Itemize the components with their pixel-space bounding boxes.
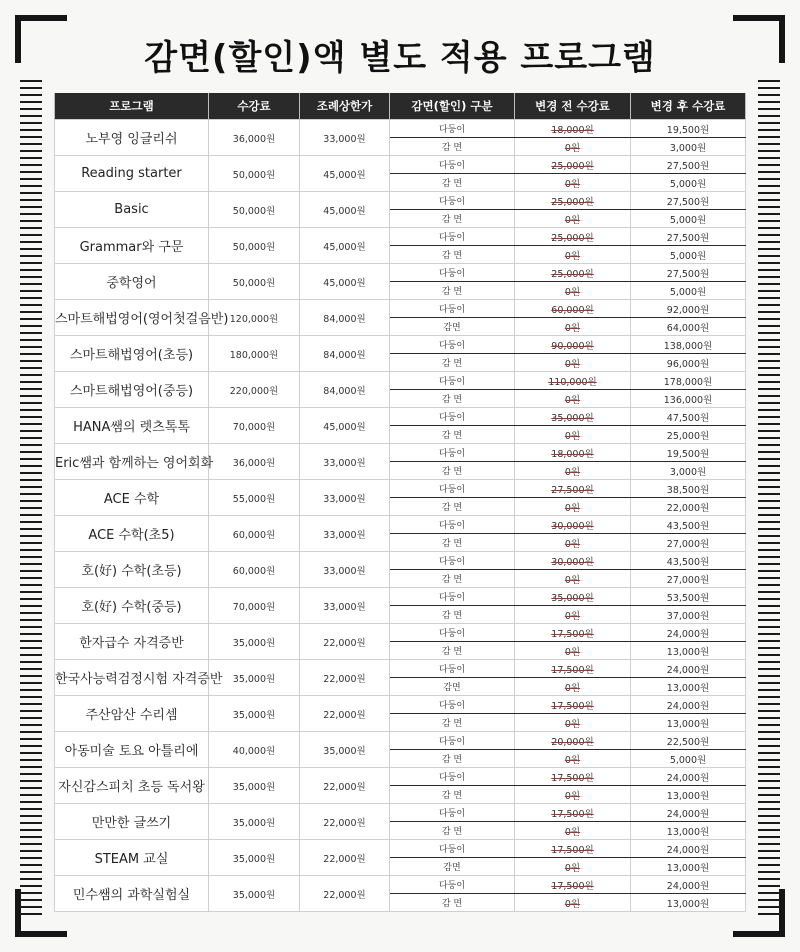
fee-before-cell: 0원 <box>515 822 631 840</box>
column-header: 변경 후 수강료 <box>631 93 746 120</box>
fee-before-cell: 0원 <box>515 750 631 768</box>
discount-type-cell: 다둥이 <box>390 408 515 426</box>
table-row <box>55 156 746 174</box>
cap-cell: 22,000원 <box>300 768 390 804</box>
fee-after-cell: 3,000원 <box>631 138 746 156</box>
fee-before-cell: 35,000원 <box>515 408 631 426</box>
discount-type-cell: 다둥이 <box>390 156 515 174</box>
table-row <box>55 408 746 426</box>
fee-before-cell: 0원 <box>515 714 631 732</box>
fee-cell: 50,000원 <box>209 228 300 264</box>
fee-after-cell: 27,500원 <box>631 228 746 246</box>
fee-before-cell: 25,000원 <box>515 156 631 174</box>
fee-after-cell: 13,000원 <box>631 642 746 660</box>
program-name: 스마트해법영어(중등) <box>55 372 209 408</box>
table-row <box>55 876 746 894</box>
fee-cell: 36,000원 <box>209 444 300 480</box>
fee-after-cell: 43,500원 <box>631 552 746 570</box>
fee-after-cell: 13,000원 <box>631 714 746 732</box>
table-row <box>55 552 746 570</box>
discount-type-cell: 감 면 <box>390 390 515 408</box>
cap-cell: 84,000원 <box>300 372 390 408</box>
table-row <box>55 372 746 390</box>
fee-after-cell: 22,500원 <box>631 732 746 750</box>
fee-cell: 35,000원 <box>209 768 300 804</box>
fee-after-cell: 24,000원 <box>631 624 746 642</box>
cap-cell: 45,000원 <box>300 264 390 300</box>
discount-type-cell: 다둥이 <box>390 336 515 354</box>
fee-after-cell: 19,500원 <box>631 120 746 138</box>
frame-corner-top-left <box>15 15 67 21</box>
fee-after-cell: 38,500원 <box>631 480 746 498</box>
fee-before-cell: 0원 <box>515 606 631 624</box>
frame-corner-bottom-left <box>15 931 67 937</box>
discount-type-cell: 감 면 <box>390 822 515 840</box>
fee-after-cell: 13,000원 <box>631 858 746 876</box>
fee-cell: 50,000원 <box>209 192 300 228</box>
table-row <box>55 804 746 822</box>
fee-after-cell: 5,000원 <box>631 282 746 300</box>
fee-before-cell: 0원 <box>515 390 631 408</box>
cap-cell: 33,000원 <box>300 552 390 588</box>
fee-after-cell: 178,000원 <box>631 372 746 390</box>
discount-type-cell: 감 면 <box>390 750 515 768</box>
discount-type-cell: 감 면 <box>390 354 515 372</box>
table-row <box>55 660 746 678</box>
program-name: 민수쌤의 과학실험실 <box>55 876 209 912</box>
fee-before-cell: 60,000원 <box>515 300 631 318</box>
fee-after-cell: 13,000원 <box>631 678 746 696</box>
fee-after-cell: 47,500원 <box>631 408 746 426</box>
frame-corner-bottom-right <box>733 931 785 937</box>
discount-type-cell: 다둥이 <box>390 516 515 534</box>
fee-before-cell: 0원 <box>515 462 631 480</box>
program-name: STEAM 교실 <box>55 840 209 876</box>
table-row <box>55 696 746 714</box>
fee-after-cell: 92,000원 <box>631 300 746 318</box>
frame-ticks-right <box>758 80 780 915</box>
cap-cell: 33,000원 <box>300 588 390 624</box>
discount-type-cell: 다둥이 <box>390 624 515 642</box>
discount-type-cell: 감 면 <box>390 894 515 912</box>
discount-type-cell: 다둥이 <box>390 732 515 750</box>
fee-after-cell: 24,000원 <box>631 768 746 786</box>
fee-before-cell: 17,500원 <box>515 804 631 822</box>
fee-cell: 180,000원 <box>209 336 300 372</box>
fee-before-cell: 17,500원 <box>515 624 631 642</box>
fee-before-cell: 0원 <box>515 138 631 156</box>
fee-after-cell: 13,000원 <box>631 894 746 912</box>
program-name: 주산암산 수리셈 <box>55 696 209 732</box>
fee-before-cell: 25,000원 <box>515 192 631 210</box>
fee-after-cell: 43,500원 <box>631 516 746 534</box>
discount-type-cell: 다둥이 <box>390 660 515 678</box>
cap-cell: 22,000원 <box>300 840 390 876</box>
program-name: Grammar와 구문 <box>55 228 209 264</box>
fee-before-cell: 30,000원 <box>515 552 631 570</box>
program-name: 호(好) 수학(중등) <box>55 588 209 624</box>
column-header: 수강료 <box>209 93 300 120</box>
program-name: ACE 수학(초5) <box>55 516 209 552</box>
frame-ticks-left <box>20 80 42 915</box>
discount-type-cell: 감 면 <box>390 498 515 516</box>
table-row <box>55 516 746 534</box>
cap-cell: 33,000원 <box>300 480 390 516</box>
fee-before-cell: 110,000원 <box>515 372 631 390</box>
fee-cell: 70,000원 <box>209 408 300 444</box>
fee-before-cell: 17,500원 <box>515 696 631 714</box>
discount-type-cell: 다둥이 <box>390 480 515 498</box>
discount-type-cell: 감 면 <box>390 282 515 300</box>
fee-cell: 220,000원 <box>209 372 300 408</box>
fee-after-cell: 37,000원 <box>631 606 746 624</box>
discount-type-cell: 다둥이 <box>390 192 515 210</box>
fee-cell: 35,000원 <box>209 876 300 912</box>
fee-before-cell: 0원 <box>515 174 631 192</box>
fee-before-cell: 18,000원 <box>515 444 631 462</box>
cap-cell: 33,000원 <box>300 516 390 552</box>
fee-before-cell: 90,000원 <box>515 336 631 354</box>
cap-cell: 35,000원 <box>300 732 390 768</box>
column-header: 감면(할인) 구분 <box>390 93 515 120</box>
discount-type-cell: 다둥이 <box>390 372 515 390</box>
fee-after-cell: 24,000원 <box>631 840 746 858</box>
discount-type-cell: 감면 <box>390 318 515 336</box>
table-row <box>55 624 746 642</box>
cap-cell: 84,000원 <box>300 300 390 336</box>
fee-before-cell: 25,000원 <box>515 264 631 282</box>
fee-cell: 50,000원 <box>209 264 300 300</box>
table-row <box>55 840 746 858</box>
fee-after-cell: 27,500원 <box>631 156 746 174</box>
table-row <box>55 300 746 318</box>
discount-type-cell: 감 면 <box>390 138 515 156</box>
fee-before-cell: 0원 <box>515 498 631 516</box>
fee-after-cell: 5,000원 <box>631 246 746 264</box>
program-name: HANA쌤의 렛츠톡톡 <box>55 408 209 444</box>
fee-before-cell: 0원 <box>515 210 631 228</box>
program-name: 자신감스피치 초등 독서왕 <box>55 768 209 804</box>
fee-after-cell: 24,000원 <box>631 804 746 822</box>
discount-type-cell: 다둥이 <box>390 696 515 714</box>
column-header: 변경 전 수강료 <box>515 93 631 120</box>
program-name: 스마트해법영어(영어첫걸음반) <box>55 300 209 336</box>
fee-before-cell: 0원 <box>515 318 631 336</box>
fee-after-cell: 138,000원 <box>631 336 746 354</box>
discount-type-cell: 감 면 <box>390 642 515 660</box>
fee-cell: 60,000원 <box>209 516 300 552</box>
fee-after-cell: 96,000원 <box>631 354 746 372</box>
fee-cell: 35,000원 <box>209 840 300 876</box>
fee-after-cell: 27,500원 <box>631 192 746 210</box>
fee-cell: 35,000원 <box>209 624 300 660</box>
program-name: 스마트해법영어(초등) <box>55 336 209 372</box>
fee-before-cell: 30,000원 <box>515 516 631 534</box>
fee-after-cell: 13,000원 <box>631 786 746 804</box>
cap-cell: 45,000원 <box>300 192 390 228</box>
fee-before-cell: 0원 <box>515 282 631 300</box>
fee-before-cell: 0원 <box>515 246 631 264</box>
page-title: 감면(할인)액 별도 적용 프로그램 <box>144 38 656 78</box>
fee-before-cell: 20,000원 <box>515 732 631 750</box>
table-row <box>55 768 746 786</box>
fee-before-cell: 25,000원 <box>515 228 631 246</box>
program-name: 중학영어 <box>55 264 209 300</box>
discount-type-cell: 감 면 <box>390 174 515 192</box>
discount-type-cell: 다둥이 <box>390 588 515 606</box>
program-name: 노부영 잉글리쉬 <box>55 120 209 156</box>
program-name: 만만한 글쓰기 <box>55 804 209 840</box>
discount-type-cell: 감 면 <box>390 534 515 552</box>
discount-type-cell: 다둥이 <box>390 840 515 858</box>
fee-cell: 35,000원 <box>209 696 300 732</box>
fee-cell: 70,000원 <box>209 588 300 624</box>
cap-cell: 22,000원 <box>300 804 390 840</box>
fee-after-cell: 25,000원 <box>631 426 746 444</box>
program-name: Basic <box>55 192 209 228</box>
discount-type-cell: 다둥이 <box>390 876 515 894</box>
fee-before-cell: 17,500원 <box>515 840 631 858</box>
program-name: 한국사능력검정시험 자격증반 <box>55 660 209 696</box>
fee-after-cell: 136,000원 <box>631 390 746 408</box>
fee-cell: 36,000원 <box>209 120 300 156</box>
fee-before-cell: 0원 <box>515 894 631 912</box>
cap-cell: 33,000원 <box>300 120 390 156</box>
program-table <box>54 93 746 912</box>
table-row <box>55 264 746 282</box>
fee-cell: 120,000원 <box>209 300 300 336</box>
fee-before-cell: 0원 <box>515 786 631 804</box>
fee-cell: 35,000원 <box>209 660 300 696</box>
frame-corner-top-right <box>733 15 785 21</box>
discount-type-cell: 감 면 <box>390 714 515 732</box>
fee-cell: 55,000원 <box>209 480 300 516</box>
table-row <box>55 480 746 498</box>
cap-cell: 33,000원 <box>300 444 390 480</box>
table-row <box>55 588 746 606</box>
fee-before-cell: 18,000원 <box>515 120 631 138</box>
discount-type-cell: 다둥이 <box>390 264 515 282</box>
fee-after-cell: 27,500원 <box>631 264 746 282</box>
discount-type-cell: 다둥이 <box>390 444 515 462</box>
table-row <box>55 336 746 354</box>
fee-before-cell: 0원 <box>515 678 631 696</box>
discount-type-cell: 다둥이 <box>390 300 515 318</box>
table-row <box>55 732 746 750</box>
fee-after-cell: 3,000원 <box>631 462 746 480</box>
discount-type-cell: 감 면 <box>390 606 515 624</box>
fee-after-cell: 64,000원 <box>631 318 746 336</box>
fee-after-cell: 19,500원 <box>631 444 746 462</box>
fee-before-cell: 0원 <box>515 858 631 876</box>
fee-after-cell: 5,000원 <box>631 750 746 768</box>
fee-cell: 35,000원 <box>209 804 300 840</box>
program-name: 한자급수 자격증반 <box>55 624 209 660</box>
cap-cell: 45,000원 <box>300 156 390 192</box>
cap-cell: 84,000원 <box>300 336 390 372</box>
discount-type-cell: 감 면 <box>390 570 515 588</box>
fee-after-cell: 24,000원 <box>631 876 746 894</box>
program-name: Eric쌤과 함께하는 영어회화 <box>55 444 209 480</box>
program-name: ACE 수학 <box>55 480 209 516</box>
fee-after-cell: 27,000원 <box>631 570 746 588</box>
table-row <box>55 120 746 138</box>
column-header: 조례상한가 <box>300 93 390 120</box>
fee-after-cell: 5,000원 <box>631 210 746 228</box>
discount-type-cell: 감면 <box>390 678 515 696</box>
discount-type-cell: 다둥이 <box>390 228 515 246</box>
discount-type-cell: 감면 <box>390 858 515 876</box>
discount-type-cell: 다둥이 <box>390 120 515 138</box>
discount-type-cell: 다둥이 <box>390 804 515 822</box>
discount-type-cell: 감 면 <box>390 462 515 480</box>
fee-before-cell: 0원 <box>515 354 631 372</box>
fee-after-cell: 22,000원 <box>631 498 746 516</box>
table-row <box>55 228 746 246</box>
column-header: 프로그램 <box>55 93 209 120</box>
discount-type-cell: 다둥이 <box>390 768 515 786</box>
program-name: 호(好) 수학(초등) <box>55 552 209 588</box>
fee-after-cell: 13,000원 <box>631 822 746 840</box>
fee-before-cell: 17,500원 <box>515 876 631 894</box>
cap-cell: 22,000원 <box>300 624 390 660</box>
fee-cell: 40,000원 <box>209 732 300 768</box>
cap-cell: 45,000원 <box>300 408 390 444</box>
discount-type-cell: 감 면 <box>390 786 515 804</box>
cap-cell: 22,000원 <box>300 696 390 732</box>
fee-before-cell: 17,500원 <box>515 768 631 786</box>
table-header <box>55 93 746 120</box>
fee-cell: 60,000원 <box>209 552 300 588</box>
fee-before-cell: 27,500원 <box>515 480 631 498</box>
cap-cell: 45,000원 <box>300 228 390 264</box>
discount-type-cell: 다둥이 <box>390 552 515 570</box>
fee-after-cell: 27,000원 <box>631 534 746 552</box>
fee-before-cell: 35,000원 <box>515 588 631 606</box>
cap-cell: 22,000원 <box>300 660 390 696</box>
fee-before-cell: 17,500원 <box>515 660 631 678</box>
table-row <box>55 444 746 462</box>
discount-type-cell: 감 면 <box>390 426 515 444</box>
fee-before-cell: 0원 <box>515 534 631 552</box>
program-name: 아동미술 토요 아틀리에 <box>55 732 209 768</box>
discount-type-cell: 감 면 <box>390 246 515 264</box>
fee-before-cell: 0원 <box>515 426 631 444</box>
discount-type-cell: 감 면 <box>390 210 515 228</box>
table-row <box>55 192 746 210</box>
fee-after-cell: 24,000원 <box>631 660 746 678</box>
fee-after-cell: 5,000원 <box>631 174 746 192</box>
fee-after-cell: 24,000원 <box>631 696 746 714</box>
program-name: Reading starter <box>55 156 209 192</box>
fee-after-cell: 53,500원 <box>631 588 746 606</box>
cap-cell: 22,000원 <box>300 876 390 912</box>
fee-cell: 50,000원 <box>209 156 300 192</box>
fee-before-cell: 0원 <box>515 642 631 660</box>
fee-before-cell: 0원 <box>515 570 631 588</box>
